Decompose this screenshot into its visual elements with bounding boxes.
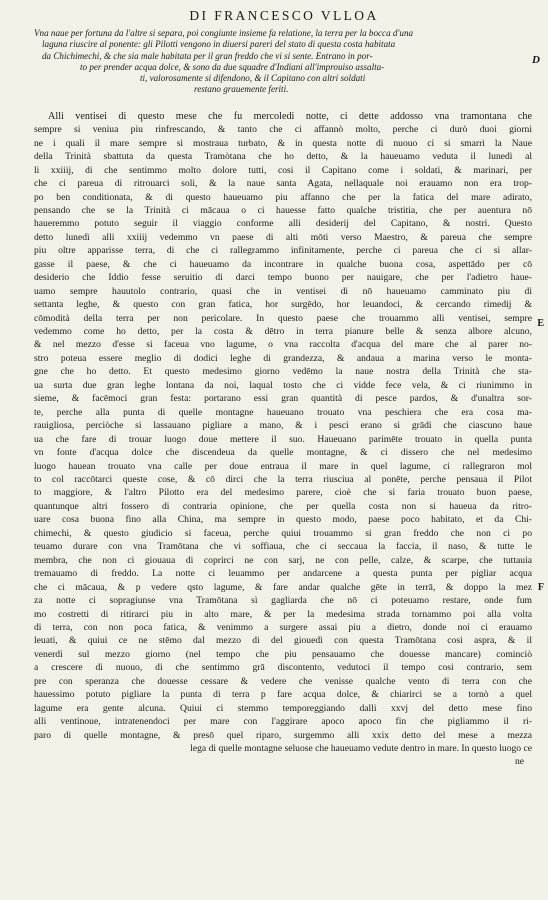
body-line: che ci mācaua, & p vedere qsto lagume, & fare andar qualche gēte in terrā, & doppo la mez	[34, 581, 532, 593]
body-line: vedemmo come ho detto, per la costa & dētro in terra pianure belle & senza albore alcuno,	[34, 326, 532, 338]
body-line: li xxiiij, di che sentimmo molto dolore tutti, cosi il Capitano come i soldati, & marinari, per	[34, 164, 532, 176]
body-line: chimechi, & questo giudicio si faceua, perche quiui trouammo si gran freddo che non ci po	[34, 527, 532, 539]
body-line: a crescere di nuouo, di che sentimmo grā discontento, vedutoci il tempo cosi contrario, sem	[34, 662, 532, 674]
body-line: desiderio che Iddio fesse seruitio di darci tempo buono per nauigare, che per l'adietro haue-	[34, 272, 532, 284]
body-line: uamo sempre hauutolo contrario, quasi che in ventisei di nō haueuamo camminato piu di	[34, 285, 532, 297]
body-line: to maggiore, & l'altro Pilotto era del medesimo parere, cioè che si faria trouato buon paese,	[34, 487, 532, 499]
body-line: tremauamo di freddo. La notte ci leuammo per andarcene a questa punta per pigliar acqua	[34, 568, 532, 580]
body-line: piu oltre apparisse terra, di che ci rallegrammo infinitamente, perche ci pareua che ci si allar-	[34, 245, 532, 257]
body-line: leuati, & quiui ce ne stēmo dal mezzo di del giouedì con questa Tramōtana cosi aspra, & il	[34, 635, 532, 647]
body-line: uare cosa buona fino alla China, ma sempre in questo modo, paese poco habitato, et da Chi-	[34, 514, 532, 526]
body-line: hauessimo potuto pigliare la punta di terra p fare acqua dolce, & chiarirci se a tornò a quel	[34, 689, 532, 701]
body-line: membra, che non ci giouaua di coprirci ne con sarj, ne con pelle, calze, & scarpe, che tuttauia	[34, 554, 532, 566]
body-line: cōmodità della terra per non pericolare. In questo paese che trouammo alli ventisei, sempre	[34, 312, 532, 324]
body-line: paro di quelle montagne, & presō quel riparo, surgemmo alli xxix detto del mese a mezza	[34, 729, 532, 741]
body-line: lagume era gente alcuna. Quiui ci stemmo temporeggiando dalli xxvj del detto mese fino	[34, 702, 532, 714]
signature-letter: D	[532, 54, 540, 66]
body-line: detto lunedì alli xxiiij vedemmo vn paese di alti mōti verso Maestro, & pareua che sempre	[34, 231, 532, 243]
body-line: vn fonte d'acqua dolce che discendeua da quelle montagne, & ci dissero che nel medesimo	[34, 447, 532, 459]
body-line: che ci pareua di ritrouarci soli, & la naue santa Agata, nellaquale noi erauamo non era trop-	[34, 178, 532, 190]
summary-line: da Chichimechi, & che sia male habitata per il gran freddo che vi si sente. Entrano in por-	[42, 50, 373, 61]
body-line: stro poteua essere meglio di dodici leghe di grandezza, & andaua a marina verso le monta-	[34, 352, 532, 364]
body-line: ua surta due gran leghe lontana da noi, laqual tosto che ci vidde fece vela, & ci riunimmo in	[34, 379, 532, 391]
body-line: za notte ci sopragiunse vna Tramōtana sì gagliarda che nō ci poteuamo restare, onde fum	[34, 595, 532, 607]
body-line: alli ventinoue, intratenendoci per mare con l'aggirare apoco apoco fin che pigliammo il ri-	[34, 716, 532, 728]
body-line: ua che fare di trouar luogo doue mettere il suo. Haueuano parimēte trouato in quella punta	[34, 433, 532, 445]
body-line: to col raccōtarci queste cose, & cō dirci che la terra riusciua al ponēte, perche pensaua il Pilot	[34, 474, 532, 486]
body-line: mo costretti di ritirarci piu in alto mare, & per la medesima strada tornammo poi alla volta	[34, 608, 532, 620]
body-line: haueremmo potuto seguir il viaggio conforme alli desiderij del Capitano, & nostri. Questo	[34, 218, 532, 230]
body-line: venerdì sul mezzo giorno (nel tempo che piu pensauamo che douesse mancare) cominciò	[34, 648, 532, 660]
body-line: rauigliosa, perciòche si lassauano pigliare a mano, & i pesci erano si grādi che ciascuno haue	[34, 420, 532, 432]
margin-mark-e: E	[537, 318, 544, 329]
chapter-summary	[34, 28, 528, 96]
body-line: di terra, con non poca fatica, & venimmo a surgere assai piu a dietro, donde noi ci erauamo	[34, 622, 532, 633]
body-line: Alli ventisei di questo mese che fu mercoledi notte, ci dette addosso vna tramontana che	[48, 110, 532, 122]
summary-line: restano grauemente feriti.	[194, 84, 289, 95]
body-line: gasse il paese, & che ci haueuamo da incontrare in qualche buona cosa, aspettādo per cō	[34, 258, 532, 270]
summary-line: ti, valorosamente si difendono, & il Capitano con altri soldati	[140, 73, 366, 84]
body-line: pensando che se la Trinità ci mācaua o ci hauesse fatto qualche tristitia, che per auentura nō	[34, 204, 532, 216]
summary-line: laguna riuscire al ponente: gli Pilotti vengono in diuersi pareri del stato di questa costa habitata	[42, 39, 396, 50]
body-line: lega di quelle montagne seluose che haueuamo vedute dentro in mare. In questo luogo ce	[190, 743, 532, 755]
body-line: gne che ho detto. Et questo medesimo giorno vedēmo la naue nostra della Trinità che sta-	[34, 366, 532, 378]
body-line: luogo hauean trouato vna calle per doue entraua il mare in quel lagume, ci rallegraron mol	[34, 460, 532, 472]
summary-line: to per prender acqua dolce, & sono da due squadre d'Indiani all'improuiso assalta-	[80, 61, 385, 72]
body-line: teuamo durare con vna Tramōtana che vi soffiaua, che ci seccaua la faccia, il naso, & tutte le	[34, 541, 532, 553]
summary-line: Vna naue per fortuna da l'altre si separa, poi congiunte insieme fa relatione, la terra per la bocca d'una	[34, 28, 414, 38]
running-header: DI FRANCESCO VLLOA	[189, 8, 379, 23]
body-line: po ben conditionata, & di questo haueuamo piu affanno che per la fatica del mare adirato,	[34, 191, 532, 203]
body-line: settanta leghe, & questo con gran fatica, hor surgēdo, hor leuandoci, & cercando rimedij &	[34, 299, 532, 311]
body-line: ne i quali il mare sempre si mostraua turbato, & in questa notte di nuouo ci si smarrì la Naue	[34, 137, 532, 149]
body-line: sempre si veniua piu rinfrescando, & tanto che ci affannò molto, perche ci durò duoi giorni	[34, 124, 532, 136]
body-line: della Trinità sbattuta da questa Tramòtana che ho detto, & la haueuamo veduta il lunedì al	[34, 151, 532, 163]
body-line: quantunque altri fossero di contraria opinione, che per quella costa non si haueua da ritro-	[34, 500, 532, 512]
body-line: te, perche alla punta di quelle montagne haueuano trouato vna peschiera che era cosa ma-	[34, 406, 532, 418]
body-line: & nel mezzo d'esse si faceua vno lagume, o vna raccolta d'acqua del mare che al parer no-	[34, 339, 532, 351]
margin-mark-f: F	[537, 582, 544, 593]
body-text	[34, 110, 534, 756]
body-line: pre con speranza che douesse cessare & vedere che venisse qualche vento di terra con che	[34, 675, 532, 687]
body-line: sieme, & facēmoci gran festa: portarano essi gran quantità di pesce pardos, & d'unaltra sor-	[34, 393, 532, 405]
catchword: ne	[514, 755, 524, 767]
